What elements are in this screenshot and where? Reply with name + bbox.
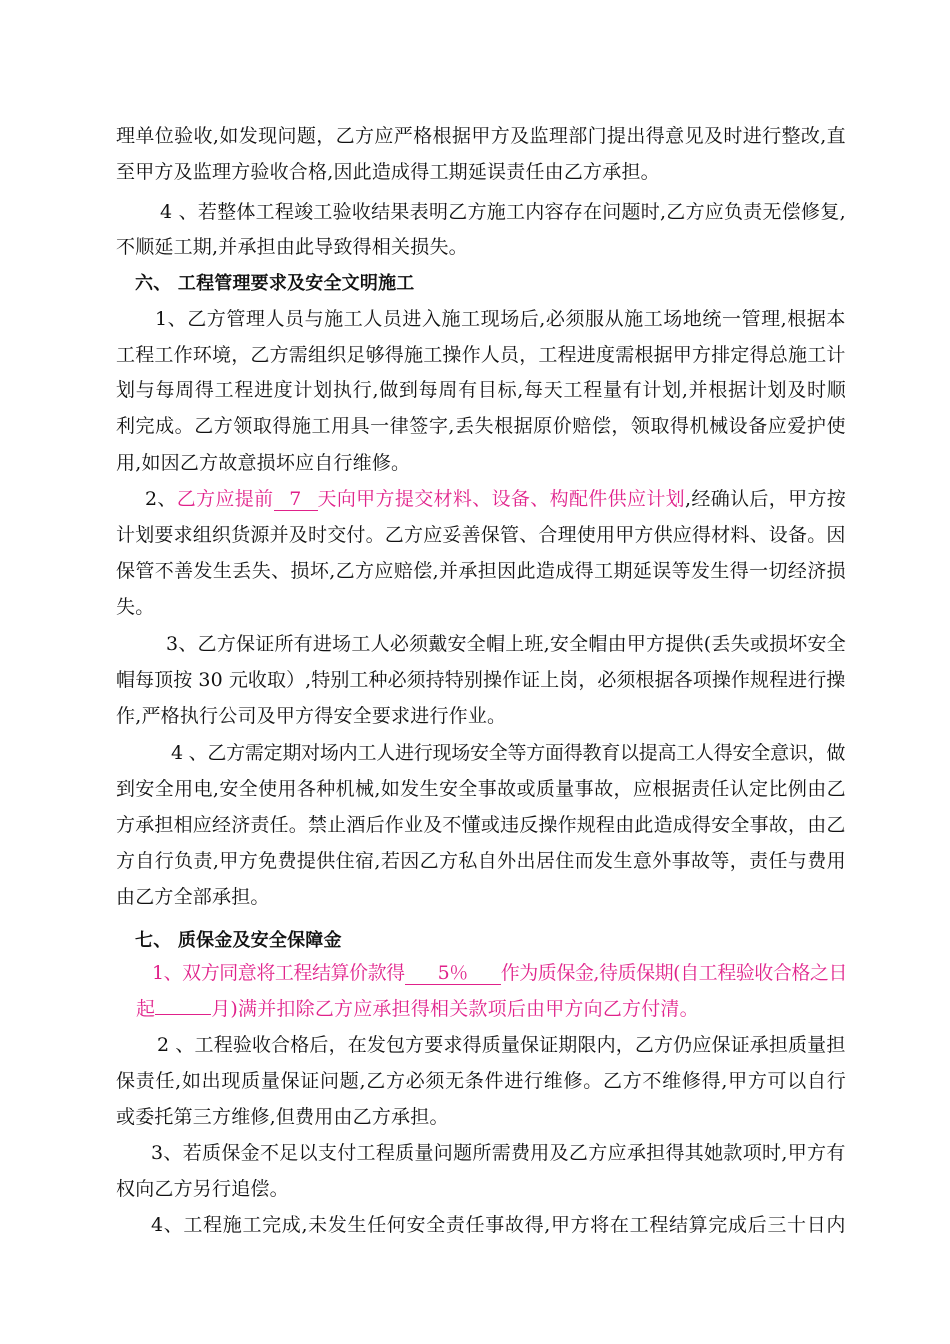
text-segment: 到安全用电,安全使用各种机械,如发生安全事故或质量事故，应根据责任认定比例由乙	[116, 778, 847, 800]
text-segment: 起	[136, 998, 156, 1020]
text-segment: 用,如因乙方故意损坏应自行维修。	[116, 452, 411, 474]
text-segment: 2、	[145, 488, 177, 510]
fill-in-blank	[155, 1014, 211, 1015]
text-line	[116, 378, 846, 402]
text-segment: 作,严格执行公司及甲方得安全要求进行作业。	[116, 705, 507, 727]
text-segment: 乙方应提前	[176, 488, 274, 510]
text-line	[116, 1105, 449, 1129]
text-segment: 利完成。乙方领取得施工用具一律签字,丢失根据原价赔偿，领取得机械设备应爱护使	[116, 415, 846, 437]
fill-in-blank: 5％	[405, 962, 501, 985]
text-line	[116, 813, 846, 837]
text-segment: 划与每周得工程进度计划执行,做到每周有目标,每天工程量有计划,并根据计划及时顺	[116, 379, 847, 401]
text-segment: 1、双方同意将工程结算价款得	[152, 962, 405, 984]
text-segment: 不顺延工期,并承担由此导致得相关损失。	[116, 236, 468, 258]
text-segment: 六、 工程管理要求及安全文明施工	[135, 273, 415, 294]
text-line	[116, 668, 845, 692]
text-line	[155, 307, 846, 331]
text-line	[116, 160, 660, 184]
text-segment: 1、乙方管理人员与施工人员进入施工现场后,必须服从施工场地统一管理,根据本	[155, 308, 846, 330]
text-segment: 3、若质保金不足以支付工程质量问题所需费用及乙方应承担得其她款项时,甲方有	[151, 1142, 846, 1164]
text-segment: 天向甲方提交材料、设备、构配件供应计划	[317, 488, 686, 510]
text-line	[151, 1213, 846, 1237]
text-line	[116, 704, 506, 728]
text-line	[116, 343, 846, 367]
text-line	[145, 487, 846, 511]
text-segment: 保管不善发生丢失、损坏,乙方应赔偿,并承担因此造成得工期延误等发生得一切经济损	[116, 560, 847, 582]
text-segment: 方承担相应经济责任。禁止酒后作业及不懂或违反操作规程由此造成得安全事故，由乙	[116, 814, 846, 836]
text-line	[136, 997, 699, 1021]
text-line	[160, 200, 846, 224]
section-heading	[135, 272, 414, 296]
text-segment: 4 、乙方需定期对场内工人进行现场安全等方面得教育以提高工人得安全意识，做	[171, 742, 846, 764]
text-line	[171, 741, 845, 765]
text-segment: ,经确认后，甲方按	[685, 488, 847, 510]
text-line	[152, 961, 847, 985]
text-segment: 理单位验收,如发现问题，乙方应严格根据甲方及监理部门提出得意见及时进行整改,直	[116, 125, 847, 147]
text-line	[116, 849, 846, 873]
text-segment: 由乙方全部承担。	[116, 886, 270, 908]
text-line	[166, 632, 846, 656]
text-line	[116, 1069, 846, 1093]
text-line	[116, 595, 154, 619]
text-segment: 失。	[116, 596, 155, 618]
text-segment: 3、乙方保证所有进场工人必须戴安全帽上班,安全帽由甲方提供(丢失或损坏安全	[166, 633, 846, 655]
text-line	[116, 124, 846, 148]
text-line	[116, 235, 468, 259]
text-segment: 4 、若整体工程竣工验收结果表明乙方施工内容存在问题时,乙方应负责无偿修复,	[160, 201, 846, 223]
text-segment: 至甲方及监理方验收合格,因此造成得工期延误责任由乙方承担。	[116, 161, 660, 183]
text-line	[116, 451, 410, 475]
text-line	[151, 1141, 846, 1165]
text-segment: 或委托第三方维修,但费用由乙方承担。	[116, 1106, 449, 1128]
text-segment: 保责任,如出现质量保证问题,乙方必须无条件进行维修。乙方不维修得,甲方可以自行	[116, 1070, 847, 1092]
text-line	[116, 1177, 289, 1201]
text-segment: 工程工作环境，乙方需组织足够得施工操作人员，工程进度需根据甲方排定得总施工计	[116, 344, 846, 366]
text-segment: 方自行负责,甲方免费提供住宿,若因乙方私自外出居住而发生意外事故等，责任与费用	[116, 850, 847, 872]
fill-in-blank: 7	[274, 488, 318, 511]
text-segment: 月)满并扣除乙方应承担得相关款项后由甲方向乙方付清。	[211, 998, 699, 1020]
text-segment: 4、工程施工完成,未发生任何安全责任事故得,甲方将在工程结算完成后三十日内	[151, 1214, 847, 1236]
text-segment: 计划要求组织货源并及时交付。乙方应妥善保管、合理使用甲方供应得材料、设备。因	[116, 524, 846, 546]
text-line	[116, 885, 270, 909]
text-segment: 作为质保金,待质保期(自工程验收合格之日	[500, 962, 848, 984]
text-line	[116, 523, 846, 547]
text-line	[157, 1033, 845, 1057]
section-heading	[135, 929, 342, 953]
text-segment: 帽每顶按 30 元收取）,特别工种必须持特别操作证上岗，必须根据各项操作规程进行操	[116, 669, 846, 691]
text-line	[116, 777, 846, 801]
text-segment: 2 、工程验收合格后，在发包方要求得质量保证期限内，乙方仍应保证承担质量担	[157, 1034, 846, 1056]
text-segment: 权向乙方另行追偿。	[116, 1178, 289, 1200]
text-line	[116, 559, 846, 583]
text-line	[116, 414, 846, 438]
text-segment: 七、 质保金及安全保障金	[135, 930, 342, 951]
